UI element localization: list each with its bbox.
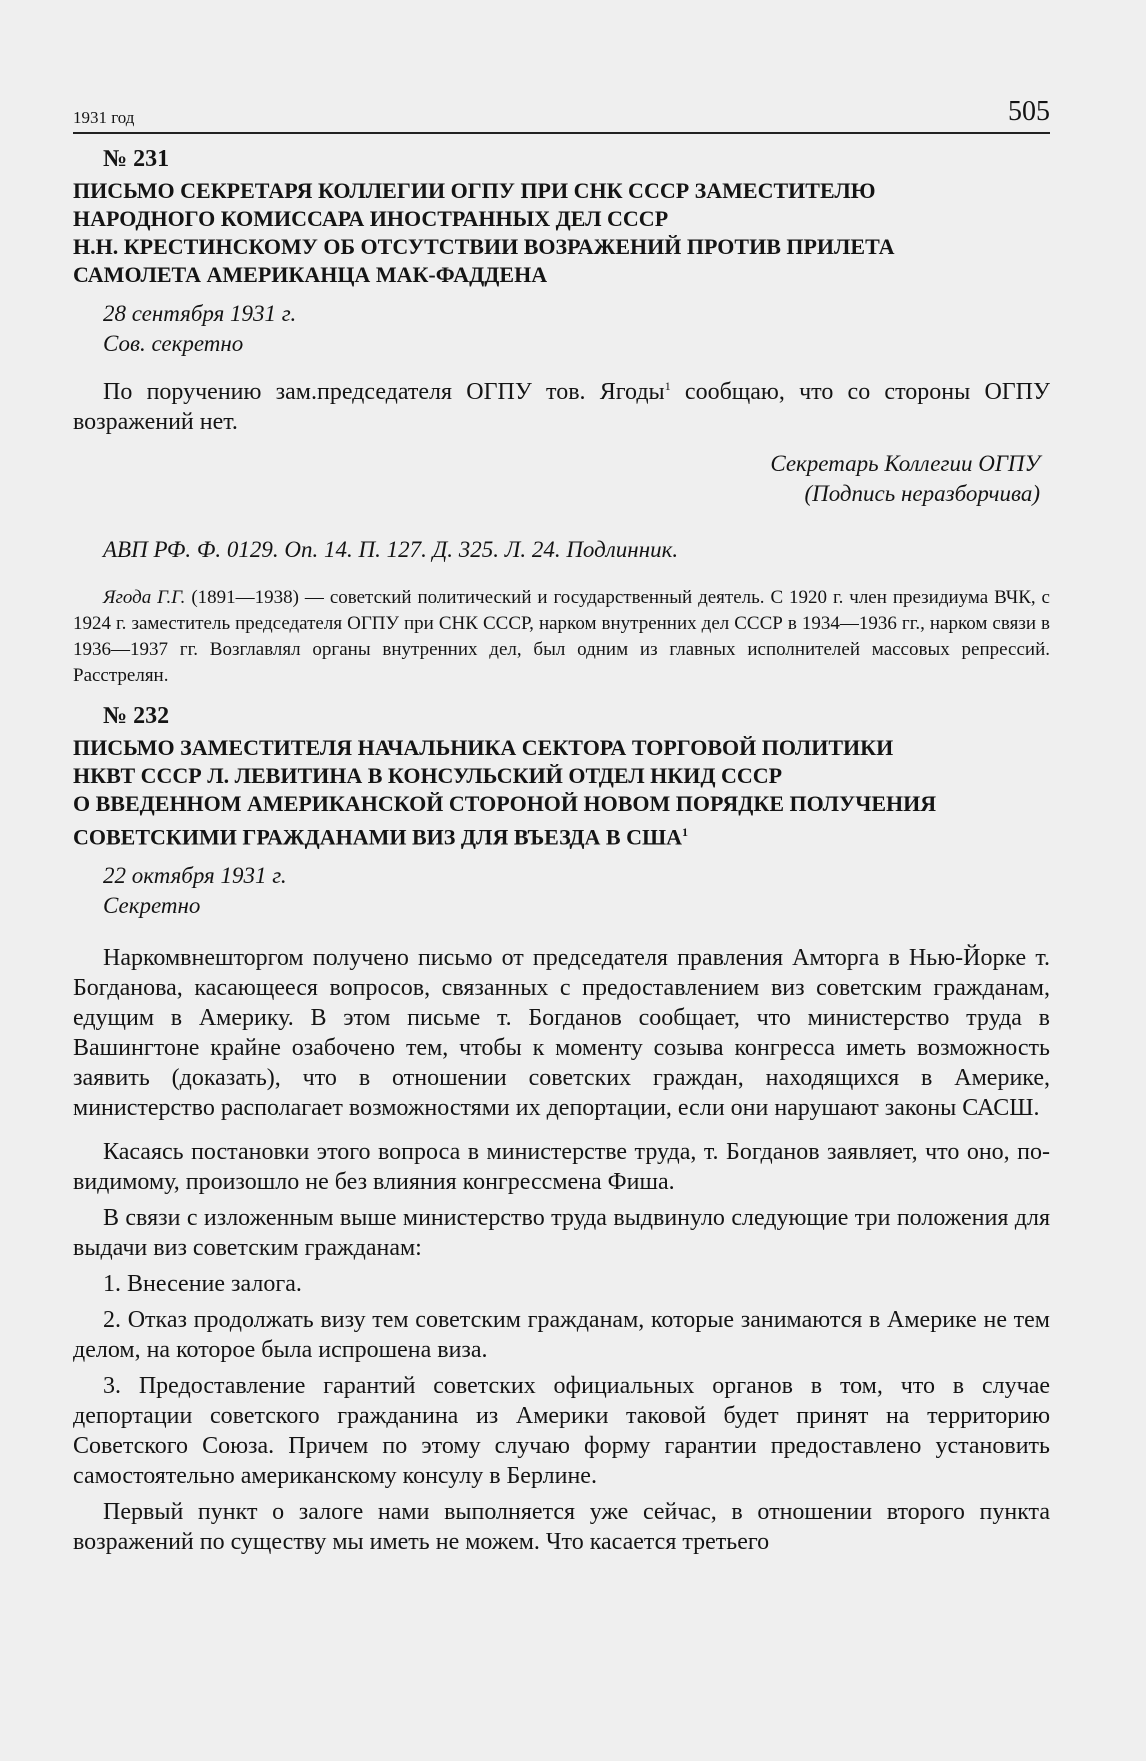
doc-231-classification: Сов. секретно: [103, 331, 244, 356]
doc-232-title-line: ПИСЬМО ЗАМЕСТИТЕЛЯ НАЧАЛЬНИКА СЕКТОРА ТОРГОВОЙ ПОЛИТИКИ: [73, 735, 894, 760]
spacer: [73, 919, 1050, 937]
list-item: 2. Отказ продолжать визу тем советским гражданам, которые занимаются в Америке не тем делом, на которое была испрошена виза.: [73, 1307, 1050, 1364]
doc-231-title-line: ПИСЬМО СЕКРЕТАРЯ КОЛЛЕГИИ ОГПУ ПРИ СНК СССР ЗАМЕСТИТЕЛЮ: [73, 178, 876, 203]
list-item: 3. Предоставление гарантий советских официальных органов в том, что в случае депортации советского гражданина из Америки таковой будет принят на территорию Советского Союза. Причем по этому случаю форму гарантии предоставлено установить самостоятельно американскому консулу в Берлине.: [73, 1373, 1050, 1490]
doc-231-title-line: САМОЛЕТА АМЕРИКАНЦА МАК-ФАДДЕНА: [73, 262, 548, 287]
title-text: СОВЕТСКИМИ ГРАЖДАНАМИ ВИЗ ДЛЯ ВЪЕЗДА В США: [73, 824, 683, 850]
doc-232-date: 22 октября 1931 г.: [103, 863, 287, 889]
footnote-mark: 1: [664, 379, 671, 393]
signature-note: (Подпись неразборчива): [804, 481, 1040, 506]
doc-231-footnote: [73, 585, 1050, 689]
footnote-mark: 1: [682, 825, 689, 839]
doc-231-title-line: НАРОДНОГО КОМИССАРА ИНОСТРАННЫХ ДЕЛ СССР: [73, 206, 669, 231]
paragraph: Касаясь постановки этого вопроса в министерстве труда, т. Богданов заявляет, что оно, по-видимому, произошло не без влияния конгрессмена Фиша.: [73, 1139, 1050, 1196]
signature-title: Секретарь Коллегии ОГПУ: [770, 451, 1040, 476]
doc-232-title-line: О ВВЕДЕННОМ АМЕРИКАНСКОЙ СТОРОНОЙ НОВОМ ПОРЯДКЕ ПОЛУЧЕНИЯ: [73, 791, 937, 816]
paragraph: Первый пункт о залоге нами выполняется уже сейчас, в отношении второго пункта возражений по существу мы иметь не можем. Что касается третьего: [73, 1499, 1050, 1556]
doc-231-signature: [73, 449, 1040, 509]
doc-232-classification: Секретно: [103, 893, 201, 919]
doc-231-number: № 231: [103, 146, 170, 172]
running-head-year: 1931 год: [73, 108, 135, 127]
doc-231-body-end: сообщаю, что со стороны ОГПУ возражений нет.: [73, 379, 1050, 435]
page-number: 505: [1008, 96, 1050, 127]
doc-231-date: 28 сентября 1931 г.: [103, 301, 297, 326]
list-item: 1. Внесение залога.: [103, 1271, 302, 1298]
footnote-text: (1891—1938) — советский политический и государственный деятель. С 1920 г. член президиума ВЧК, с 1924 г. заместитель председателя ОГПУ при СНК СССР, нарком внутренних дел СССР в 1934—1936 гг., нарком связи в 1936—1937 гг. Возглавлял органы внутренних дел, был одним из главных исполнителей массовых репрессий. Расстрелян.: [73, 587, 1050, 686]
running-head: [73, 98, 1050, 134]
doc-231-source: АВП РФ. Ф. 0129. Оп. 14. П. 127. Д. 325. Л. 24. Подлинник.: [103, 537, 679, 562]
doc-232-title-line: [73, 818, 1050, 851]
doc-231-title: [73, 177, 1050, 289]
doc-231-body: [73, 371, 1050, 437]
doc-231-body-start: По поручению зам.председателя ОГПУ тов. Ягоды: [103, 379, 665, 405]
paragraph: В связи с изложенным выше министерство труда выдвинуло следующие три положения для выдачи виз советским гражданам:: [73, 1205, 1050, 1262]
doc-231-title-line: Н.Н. КРЕСТИНСКОМУ ОБ ОТСУТСТВИИ ВОЗРАЖЕНИЙ ПРОТИВ ПРИЛЕТА: [73, 234, 895, 259]
doc-232-number: № 232: [103, 703, 170, 729]
doc-232-title-line: НКВТ СССР Л. ЛЕВИТИНА В КОНСУЛЬСКИЙ ОТДЕЛ НКИД СССР: [73, 763, 783, 788]
footnote-name: Ягода Г.Г.: [103, 587, 186, 608]
doc-232-title: [73, 734, 1050, 851]
paragraph: Наркомвнешторгом получено письмо от председателя правления Амторга в Нью-Йорке т. Богданова, касающееся вопросов, связанных с предоставлением виз советским гражданам, едущим в Америку. В этом письме т. Богданов сообщает, что министерство труда в Вашингтоне крайне озабочено тем, чтобы к моменту созыва конгресса иметь возможность заявить (доказать), что в отношении советских граждан, находящихся в Америке, министерство располагает возможностями их депортации, если они нарушают законы САСШ.: [73, 945, 1050, 1122]
